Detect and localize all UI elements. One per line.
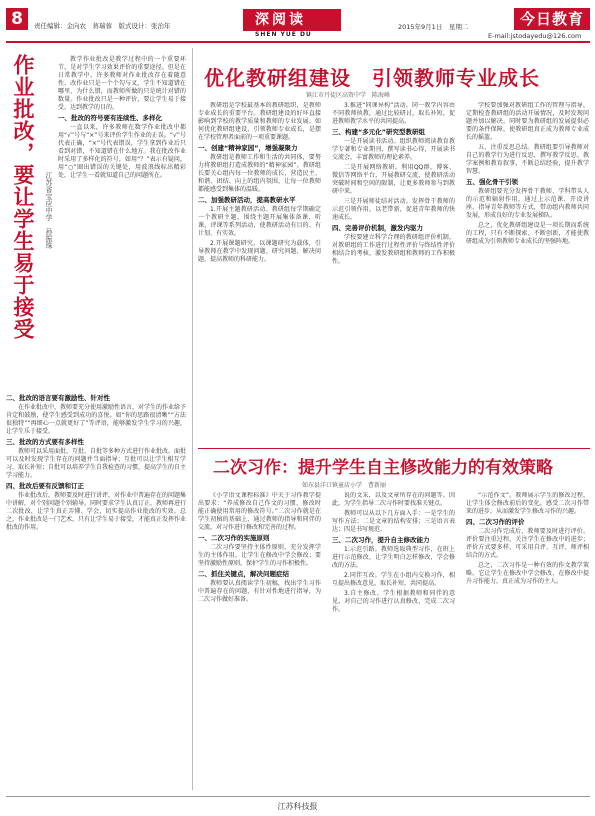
masthead-logo: 今日教育 [514, 8, 590, 30]
paragraph: 2.开展课题研究。以课题研究为载体，引导教师在教学中发现问题、研究问题、解决问题，提高教师的科研能力。 [198, 240, 321, 263]
section-heading: 五、强化骨干引领 [466, 178, 518, 186]
paragraph: 教师要认真阅读学生初稿，找出学生习作中普遍存在的问题，有针对性地进行指导，为二次习作做好准备。 [198, 580, 321, 603]
page-header [0, 0, 595, 44]
section-heading: 三、批改的方式要有多样性 [6, 438, 84, 446]
section-heading: 一、二次习作的实施原则 [198, 534, 270, 542]
second-article-column [466, 492, 589, 788]
second-article-byline: 如东县洋口镇童店小学 曹新丽 [302, 482, 387, 489]
section-heading: 三、二次习作，提升自主修改能力 [332, 536, 430, 544]
paragraph: 1.开展主题教研活动。教研组每学期确定一个教研主题，围绕主题开展集体备课、听课、评课等系列活动，使教研活动有目的、有计划、有实效。 [198, 206, 321, 237]
paragraph: 二次习作要坚持主体性原则，充分发挥学生的主体作用，让学生在修改中学会修改；要坚持激励性原则，保护学生的习作积极性。 [198, 544, 321, 567]
section-heading: 二、加强教研活动，提高教研水平 [198, 196, 296, 204]
section-heading: 四、批改后要有反馈和订正 [6, 482, 84, 490]
contact-email: E-mail:jstodayedu@126.com [488, 32, 582, 40]
second-article-column [332, 492, 455, 788]
paragraph: 教师可以从以下几方面入手：一是学生的写作方法；二是文章的结构安排；三是语言表达；四是书写规范。 [332, 510, 455, 533]
page-number: 8 [6, 8, 28, 30]
main-article-headline: 优化教研组建设 引领教师专业成长 [204, 66, 540, 90]
left-article-headline: 作业批改，要让学生易于接受 [11, 54, 35, 340]
left-article-author: 江苏省宝应中学 孙振珠 [45, 172, 53, 249]
paragraph: 二是开展网络教研。利用QQ群、博客、微信等网络平台，开展教研交流，使教研活动突破时间和空间的限制，让更多教师参与到教研中来。 [332, 164, 455, 195]
section-heading: 一、创建“精神家园”，增强凝聚力 [198, 144, 298, 152]
section-heading: 四、二次习作的评价 [466, 518, 525, 526]
section-subtitle: SHEN YUE DU [255, 31, 312, 38]
paragraph: 3.推进“同课异构”活动。同一教学内容由不同教师执教，通过比较研讨，取长补短，促进教师教学水平的共同提高。 [332, 102, 455, 125]
paragraph: 教师可以采用面批、互批、自批等多种方式进行作业批改。面批可以及时发现学生存在的问题并当面指导；互批可以让学生相互学习，取长补短；自批可以培养学生自我检查的习惯，提高学生的自主学习能力。 [6, 448, 187, 479]
paragraph: 1.示范引路。教师选取典型习作，在班上进行示范修改，让学生明白怎样修改，学会修改的方法。 [332, 546, 455, 569]
paragraph: 二次习作完成后，教师要及时进行评价。评价要注重过程，关注学生在修改中的进步；评价方式要多样，可采用自评、互评、师评相结合的方式。 [466, 528, 589, 559]
article-divider [198, 448, 590, 449]
section-heading: 三、构建“多元化”研究型教研组 [332, 128, 426, 136]
section-heading: 四、完善评价机制，激发内驱力 [332, 224, 423, 232]
main-article-column [332, 102, 455, 444]
issue-date: 2015年9月1日 星期二 [398, 23, 469, 31]
section-heading: 二、抓住关键点，解决问题症结 [198, 570, 289, 578]
paragraph: 一是开展读书活动。组织教师阅读教育教学专著和专业期刊，撰写读书心得，开展读书交流会，丰富教师的理论素养。 [332, 138, 455, 161]
paragraph: 说的文采，以及文章所存在的问题等。因此，为学生指导二次习作时要找准关键点。 [332, 492, 455, 507]
paragraph: 学校要加强对教研组工作的管理与指导，定期检查教研组的活动开展情况，及时发现问题并加以解决。同时要为教研组的发展提供必要的条件保障，使教研组真正成为教师专业成长的摇篮。 [466, 102, 589, 141]
header-rule [6, 41, 590, 43]
paragraph: 教学作业批改是教学过程中的一个重要环节，是对学生学习效果评价的重要途径。但是在日常教学中，许多教师对作业批改存在着随意性，改作业只是一个个勾与叉，学生不知道错在哪里、为什么错，而教师所做的只是统计对错的数量。作业批改只是一种评价，要让学生易于接受，达到教学的目的。 [58, 56, 186, 111]
paragraph: 作业批改后，教师要及时进行讲评，对作业中普遍存在的问题集中讲解，对个别问题个别辅导。同时要求学生认真订正，教师再进行二次批改，让学生真正弄懂、学会，切实提高作业批改的实效。总之，作业批改是一门艺术，只有让学生易于接受，才能真正发挥作业批改的作用。 [6, 492, 187, 531]
paragraph: 教研组是教师工作和生活的共同体，要努力将教研组打造成教师的“精神家园”。教研组长要关心组内每一位教师的成长，营造民主、和谐、团结、向上的组内氛围，让每一位教师都能感受到集体的温暖。 [198, 154, 321, 193]
paragraph: 2.同伴互改。学生在小组内交换习作，相互提出修改意见，取长补短，共同提高。 [332, 572, 455, 587]
main-article-byline: 镇江市丹徒区高资中学 陈海峰 [306, 92, 391, 99]
footer-rule [6, 796, 590, 797]
paragraph: 教研组要充分发挥骨干教师、学科带头人的示范和辐射作用，通过上示范课、开设讲座、指导青年教师等方式，带动组内教师共同发展，形成良好的专业发展梯队。 [466, 188, 589, 219]
paragraph: 一直以来，许多教师在数学作业批改中都用“√”号与“×”号来评价学生作业的正误。“√”号代表正确，“×”号代表错误，学生拿到作业后只看到对错，不知道错在什么地方。我在批改作业时采用了多样化的符号，如用“？”表示有疑问，用“○”圈出错误的关键处，用波浪线标出精彩处，让学生一看就知道自己的问题所在。 [58, 124, 186, 179]
column-divider [192, 48, 193, 790]
section-heading: 二、批改的语言要有激励性、针对性 [6, 394, 110, 402]
paragraph: 总之，二次习作是一种有效的作文教学策略。它让学生在修改中学会修改，在修改中提升习作能力，真正成为习作的主人。 [466, 562, 589, 585]
editor-credits: 责任编辑：金向农 蒋瑞蓉 版式设计：张治年 [34, 22, 171, 30]
paragraph: 三是开展师徒结对活动。发挥骨干教师的示范引领作用，以老带新，促进青年教师的快速成长。 [332, 198, 455, 221]
main-article-body [198, 102, 590, 444]
paragraph: 《小学语文课程标准》中关于习作教学提出要求：“养成修改自己作文的习惯，修改时能正确使用常用的修改符号。”二次习作就是在学生初稿的基础上，通过教师的指导和同伴的交流，对习作进行修改和完善的过程。 [198, 492, 321, 531]
left-article-body-lower [6, 392, 186, 534]
paragraph: 五、注重反思总结。教研组要引导教师对自己的教学行为进行反思，撰写教学反思、教学案例和教育叙事，不断总结经验，提升教学智慧。 [466, 144, 589, 175]
left-article-body [58, 56, 186, 182]
paragraph: 在作业批改中，教师要充分使用激励性语言，对学生的作业给予肯定和鼓励，使学生感受到成功的喜悦。如“你的思路很清晰”“方法很独特”“再细心一点就更好了”等评语，能够激发学生学习的兴趣，让学生乐于接受。 [6, 404, 187, 435]
second-article-column [198, 492, 321, 788]
second-article-headline: 二次习作：提升学生自主修改能力的有效策略 [213, 458, 553, 478]
second-article-body [198, 492, 590, 788]
paragraph: 教研组是学校最基本的教研组织，是教师专业成长的重要平台。教研组建设的好坏直接影响到学校的教学质量和教师的专业发展。如何优化教研组建设，引领教师专业成长，是摆在学校管理者面前的一项重要课题。 [198, 102, 321, 141]
left-article [6, 48, 188, 790]
paragraph: 3.自主修改。学生根据教师和同伴的意见，对自己的习作进行认真修改，完成二次习作。 [332, 590, 455, 613]
paragraph: 总之，优化教研组建设是一项长期而系统的工程，只有不断探索、不断创新，才能使教研组成为引领教师专业成长的坚强阵地。 [466, 222, 589, 245]
footer-text: 江苏科技报 [277, 802, 318, 811]
section-heading: 一、批改的符号要有连续性、多样化 [58, 114, 162, 122]
main-article-column [466, 102, 589, 444]
paragraph: “示范作文”。教师展示学生的修改过程，让学生体会修改前后的变化，感受二次习作带来的进步，从而激发学生修改习作的兴趣。 [466, 492, 589, 515]
main-article-column [198, 102, 321, 444]
paragraph: 学校要建立科学合理的教研组评价机制，对教研组的工作进行过程性评价与终结性评价相结合的考核，激发教研组和教师的工作积极性。 [332, 234, 455, 265]
section-title: 深阅读 [243, 9, 341, 31]
